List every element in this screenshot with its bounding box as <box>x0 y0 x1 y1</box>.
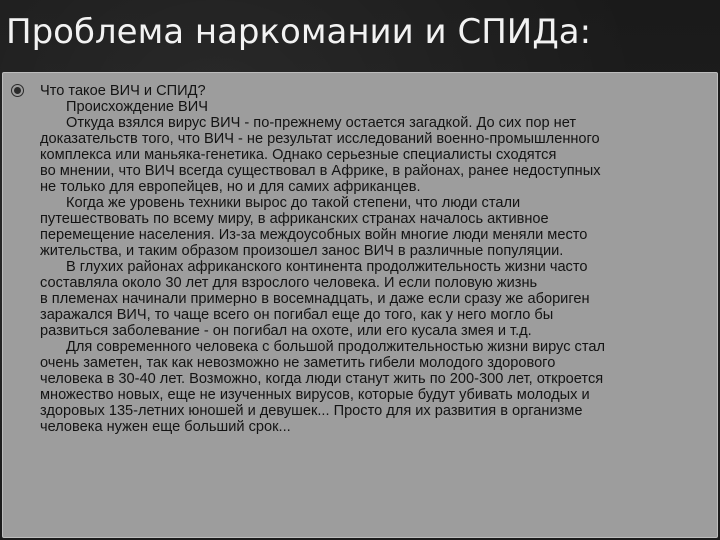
text-line: В глухих районах африканского континента продолжительность жизни часто <box>66 259 588 275</box>
text-line: Откуда взялся вирус ВИЧ - по-прежнему остается загадкой. До сих пор нет <box>66 115 577 131</box>
text-line: человека в 30-40 лет. Возможно, когда люди станут жить по 200-300 лет, откроется <box>40 371 604 387</box>
text-line: человека нужен еще больший срок... <box>40 419 291 435</box>
text-line: очень заметен, так как невозможно не заметить гибели молодого здорового <box>40 355 556 371</box>
text-line: не только для европейцев, но и для самих африканцев. <box>40 179 421 195</box>
text-line: развиться заболевание - он погибал на охоте, или его кусала змея и т.д. <box>40 323 532 339</box>
text-line: жительства, и таким образом произошел занос ВИЧ в различные популяции. <box>40 243 564 259</box>
text-line: здоровых 135-летних юношей и девушек... Просто для их развития в организме <box>40 403 583 419</box>
content-box <box>2 72 718 538</box>
text-line: множество новых, еще не изученных вирусов, которые будут убивать молодых и <box>40 387 590 403</box>
text-line: перемещение населения. Из-за междоусобных войн многие люди меняли место <box>40 227 588 243</box>
text-line: путешествовать по всему миру, в африканских странах началось активное <box>40 211 549 227</box>
text-line: составляла около 30 лет для взрослого человека. И если половую жизнь <box>40 275 538 291</box>
slide-title: Проблема наркомании и СПИДа: <box>6 12 592 52</box>
text-line: в племенах начинали примерно в восемнадцать, и даже если сразу же абориген <box>40 291 590 307</box>
text-line: во мнении, что ВИЧ всегда существовал в Африке, в районах, ранее недоступных <box>40 163 601 179</box>
section-heading: Происхождение ВИЧ <box>66 99 208 115</box>
text-line: заражался ВИЧ, то чаще всего он погибал еще до того, как у него могло бы <box>40 307 554 323</box>
body-text <box>40 83 712 435</box>
text-line: Для современного человека с большой продолжительностью жизни вирус стал <box>66 339 605 355</box>
text-line: Когда же уровень техники вырос до такой степени, что люди стали <box>66 195 521 211</box>
text-line: Что такое ВИЧ и СПИД? <box>40 83 206 99</box>
text-line: доказательств того, что ВИЧ - не результат исследований военно-промышленного <box>40 131 600 147</box>
text-line: комплекса или маньяка-генетика. Однако серьезные специалисты сходятся <box>40 147 557 163</box>
bullet-icon <box>11 84 24 97</box>
